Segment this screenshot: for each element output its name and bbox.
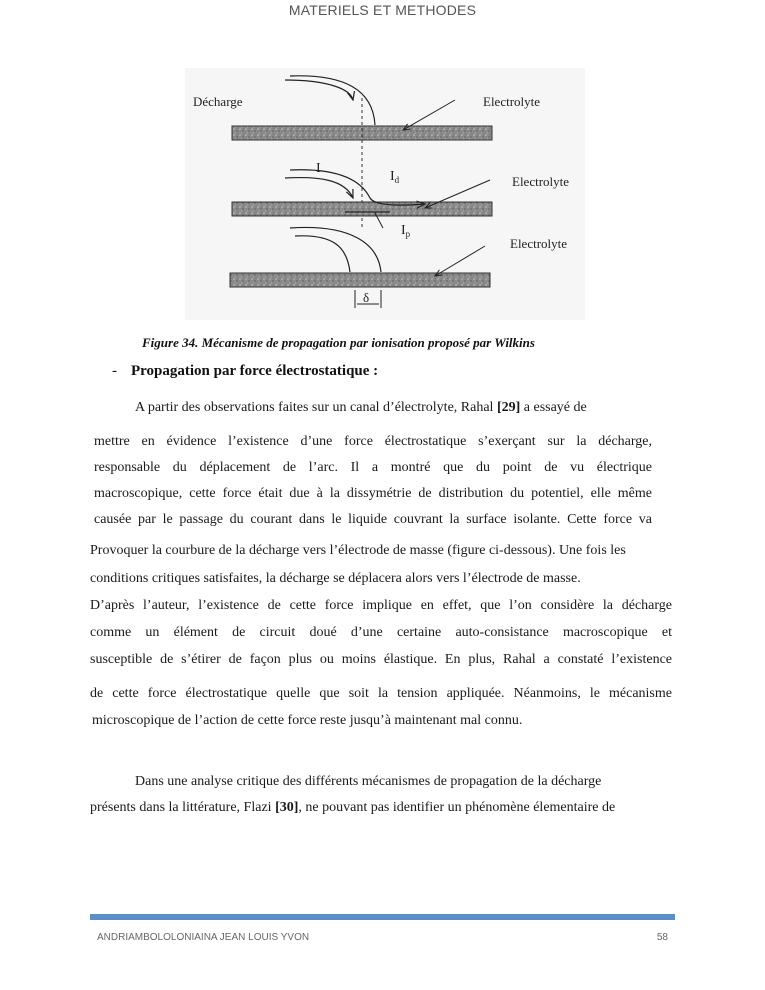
figure-caption: Figure 34. Mécanisme de propagation par ionisation proposé par Wilkins — [142, 335, 535, 350]
label-current-i: I — [316, 161, 321, 176]
page-header-title: MATERIELS ET METHODES — [288, 2, 477, 18]
label-electrolyte-2: Electrolyte — [512, 174, 570, 189]
paragraph1-line1-text-b: a essayé de — [520, 400, 587, 415]
paragraph1-line11: de cette force électrostatique quelle que soit la tension appliquée. Néanmoins, le mécanisme — [90, 686, 672, 701]
label-decharge: Décharge — [193, 94, 243, 109]
label-delta: δ — [363, 290, 370, 305]
label-electrolyte-3: Electrolyte — [510, 236, 568, 251]
bullet-dash: - — [112, 363, 117, 379]
paragraph1-line1 — [135, 400, 587, 416]
label-current-id-sub: d — [394, 175, 400, 185]
section-title: Propagation par force électrostatique : — [131, 363, 379, 379]
paragraph2-line2 — [90, 800, 615, 816]
footer-page-number: 58 — [656, 932, 668, 943]
paragraph1-line8: D’après l’auteur, l’existence de cette force implique en effet, que l’on considère la décharge — [90, 598, 672, 613]
paragraph1-line2: mettre en évidence l’existence d’une force électrostatique s’exerçant sur la décharge, — [94, 434, 652, 449]
paragraph2-line2-text-b: , ne pouvant pas identifier un phénomène élementaire de — [298, 800, 616, 815]
label-current-ip-sub: p — [405, 229, 411, 239]
label-current-ip-main: I — [401, 223, 406, 238]
footer-author: ANDRIAMBOLOLONIAINA JEAN LOUIS YVON — [97, 932, 310, 943]
section-heading — [112, 363, 378, 380]
paragraph1-line3: responsable du déplacement de l’arc. Il a montré que du point de vu électrique — [94, 460, 652, 475]
paragraph1-line5: causée par le passage du courant dans le liquide couvrant la surface isolante. Cette force va — [94, 512, 652, 527]
footer-divider — [90, 914, 675, 920]
electrode-bar-2 — [232, 202, 492, 216]
label-electrolyte-1: Electrolyte — [483, 94, 541, 109]
paragraph1-line9: comme un élément de circuit doué d’une certaine auto-consistance macroscopique et — [90, 625, 672, 640]
paragraph2-line1: Dans une analyse critique des différents mécanismes de propagation de la décharge — [135, 774, 602, 789]
paragraph1-line12: microscopique de l’action de cette force reste jusqu’à maintenant mal connu. — [92, 713, 523, 728]
citation-30: [30] — [275, 800, 299, 815]
paragraph1-line7: conditions critiques satisfaites, la décharge se déplacera alors vers l’électrode de masse. — [90, 571, 581, 586]
label-current-id-main: I — [390, 169, 395, 184]
paragraph1-line4: macroscopique, cette force était due à la dissymétrie de distribution du potentiel, elle même — [94, 486, 652, 501]
paragraph1-line10: susceptible de s’étirer de façon plus ou moins élastique. En plus, Rahal a constaté l’existence — [90, 652, 672, 667]
wilkins-propagation-figure — [185, 68, 585, 320]
paragraph1-line1-text-a: A partir des observations faites sur un canal d’électrolyte, Rahal — [135, 400, 497, 415]
paragraph1-line6: Provoquer la courbure de la décharge vers l’électrode de masse (figure ci-dessous). Une fois les — [90, 543, 626, 558]
citation-29: [29] — [496, 400, 521, 415]
paragraph2-line2-text-a: présents dans la littérature, Flazi — [90, 800, 276, 815]
electrode-bar-3 — [230, 273, 490, 287]
